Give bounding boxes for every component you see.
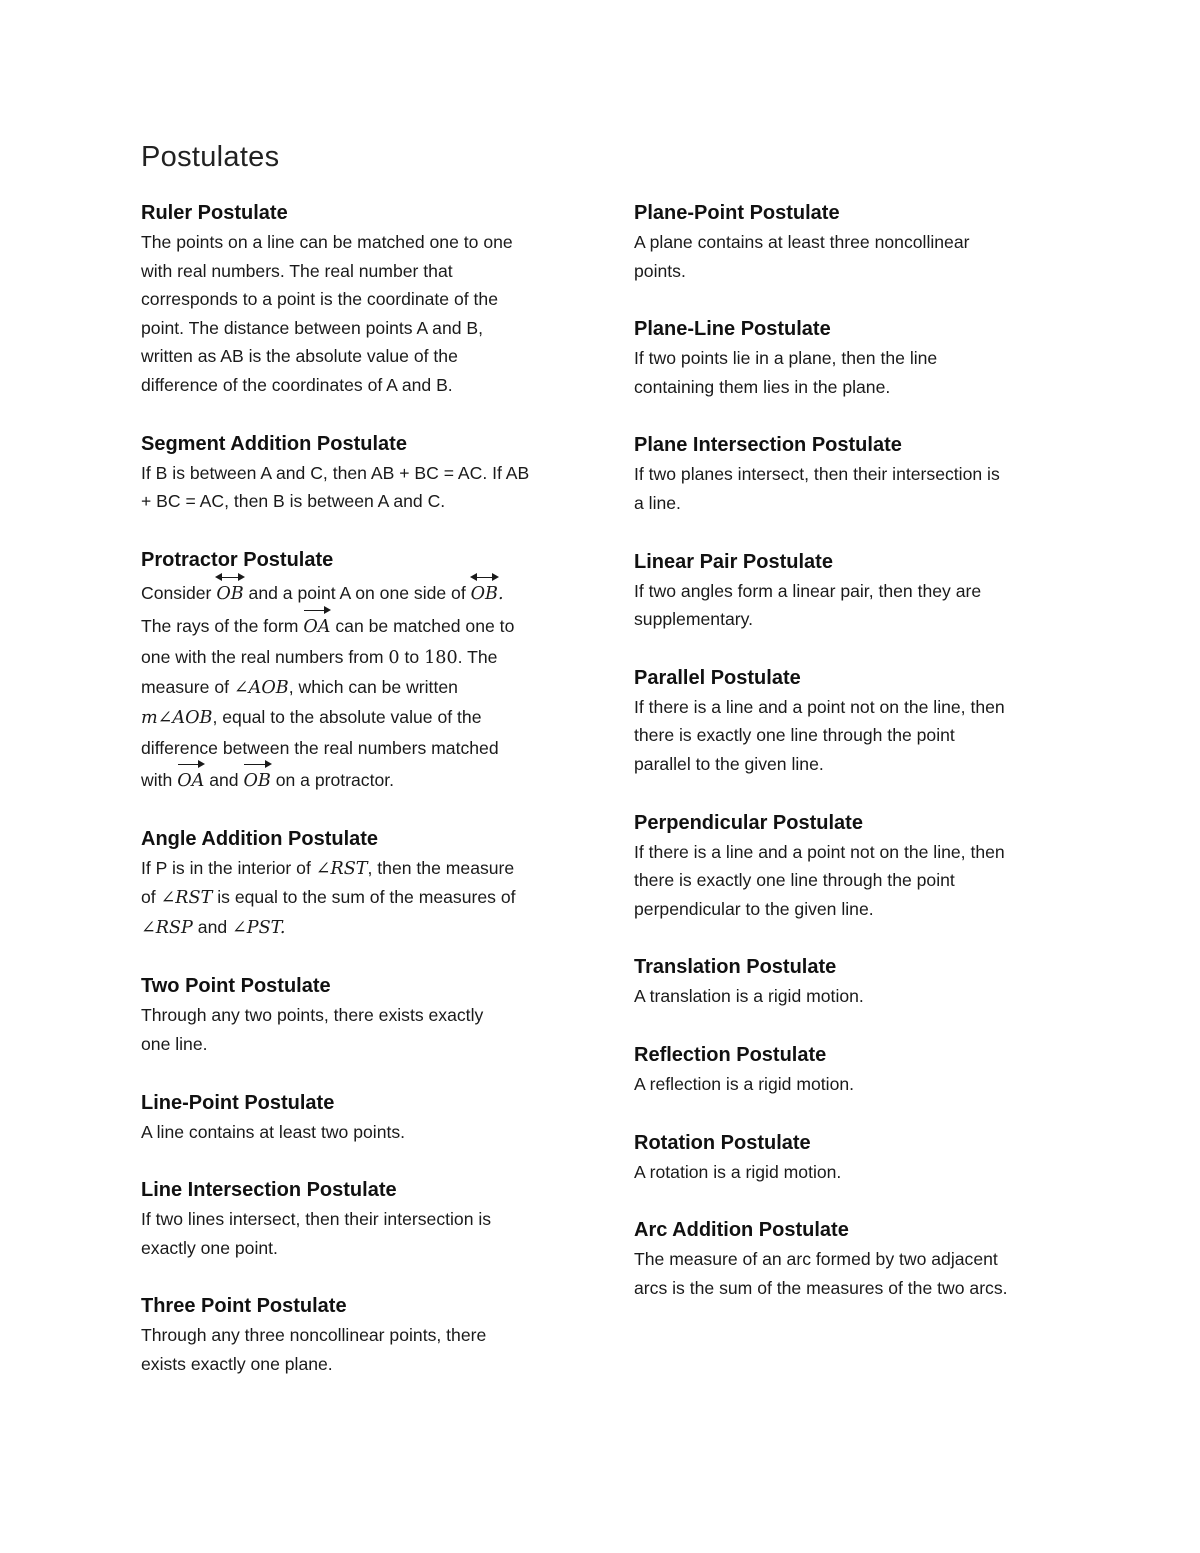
plane-point-title: Plane-Point Postulate [634, 202, 840, 224]
angle-addition-text [141, 854, 581, 943]
segment-line-2: + BC = AC, then B is between A and C. [141, 491, 446, 512]
three-point-text [141, 1321, 581, 1378]
two-point-postulate [141, 971, 581, 1058]
rotation-text [634, 1158, 1074, 1187]
perpendicular-line-3: perpendicular to the given line. [634, 898, 874, 919]
two-point-line-1: Through any two points, there exists exactly [141, 1005, 484, 1026]
protractor-line-4: measure of ∠AOB, which can be written [141, 676, 458, 698]
angle-line-1: If P is in the interior of ∠RST, then the measure [141, 857, 515, 879]
segment-addition-postulate [141, 429, 581, 516]
plane-intersection-title: Plane Intersection Postulate [634, 434, 902, 457]
reflection-title: Reflection Postulate [634, 1043, 827, 1066]
protractor-line-6: difference between the real numbers matched [141, 737, 499, 758]
plane-intersection-text [634, 460, 1074, 517]
rotation-postulate [634, 1128, 1074, 1187]
angle-pst: ∠PST [232, 917, 280, 938]
angle-rsp: ∠RSP [141, 917, 193, 938]
ruler-postulate-title: Ruler Postulate [141, 202, 288, 224]
parallel-line-1: If there is a line and a point not on the line, then [634, 696, 1005, 717]
ray-ob-symbol: OB [243, 767, 270, 796]
line-point-line-1: A line contains at least two points. [141, 1121, 406, 1142]
left-column [141, 198, 581, 1379]
line-point-text [141, 1118, 581, 1147]
plane-intersection-line-1: If two planes intersect, then their intersection is [634, 464, 1000, 485]
line-intersection-line-2: exactly one point. [141, 1237, 278, 1258]
plane-intersection-line-2: a line. [634, 492, 681, 513]
protractor-line-2: The rays of the form OA can be matched one to [141, 609, 581, 642]
ruler-line-4: point. The distance between points A and B, [141, 317, 484, 338]
three-point-postulate [141, 1291, 581, 1378]
protractor-line-5: m∠AOB, equal to the absolute value of the [141, 707, 482, 729]
two-point-line-2: one line. [141, 1033, 208, 1054]
parallel-postulate [634, 663, 1074, 779]
parallel-text [634, 693, 1074, 779]
arc-line-1: The measure of an arc formed by two adjacent [634, 1249, 998, 1270]
ruler-postulate-text [141, 228, 581, 400]
plane-intersection-postulate [634, 430, 1074, 517]
ray-oa-symbol: OA [303, 613, 330, 642]
protractor-text [141, 575, 581, 797]
translation-text [634, 982, 1074, 1011]
reflection-postulate [634, 1040, 1074, 1099]
arc-addition-postulate [634, 1215, 1074, 1302]
plane-line-title: Plane-Line Postulate [634, 318, 831, 341]
line-intersection-text [141, 1205, 581, 1262]
segment-addition-text [141, 459, 581, 516]
arc-addition-text [634, 1245, 1074, 1302]
perpendicular-title: Perpendicular Postulate [634, 811, 863, 834]
two-point-text [141, 1001, 581, 1058]
linear-pair-title: Linear Pair Postulate [634, 550, 833, 573]
plane-point-line-2: points. [634, 260, 686, 281]
angle-line-2: of ∠RST is equal to the sum of the measures of [141, 887, 516, 909]
translation-title: Translation Postulate [634, 956, 837, 979]
perpendicular-text [634, 838, 1074, 924]
line-point-postulate [141, 1088, 581, 1147]
plane-line-postulate [634, 314, 1074, 401]
ruler-line-6: difference of the coordinates of A and B. [141, 374, 453, 395]
ruler-postulate [141, 198, 581, 400]
angle-rst-2: ∠RST [160, 888, 213, 909]
page-title: Postulates [141, 141, 280, 173]
plane-point-line-1: A plane contains at least three noncollinear [634, 232, 970, 252]
protractor-postulate [141, 545, 581, 797]
reflection-line-1: A reflection is a rigid motion. [634, 1073, 855, 1094]
linear-pair-postulate [634, 547, 1074, 634]
ray-oa-symbol-2: OA [177, 767, 204, 796]
protractor-title: Protractor Postulate [141, 548, 334, 571]
plane-point-postulate [634, 198, 1074, 285]
line-intersection-title: Line Intersection Postulate [141, 1179, 397, 1202]
angle-addition-postulate [141, 824, 581, 943]
parallel-title: Parallel Postulate [634, 666, 801, 689]
perpendicular-line-2: there is exactly one line through the point [634, 870, 955, 891]
translation-postulate [634, 952, 1074, 1011]
plane-line-text [634, 344, 1074, 401]
line-point-title: Line-Point Postulate [141, 1091, 335, 1114]
two-point-title: Two Point Postulate [141, 975, 331, 998]
ruler-line-3: corresponds to a point is the coordinate of the [141, 289, 498, 310]
protractor-line-3: one with the real numbers from 0 to 180. The [141, 646, 498, 668]
rotation-line-1: A rotation is a rigid motion. [634, 1161, 842, 1182]
perpendicular-line-1: If there is a line and a point not on the line, then [634, 841, 1005, 862]
linear-pair-text [634, 577, 1074, 634]
line-ob-symbol-2: OB [471, 580, 498, 609]
three-point-line-2: exists exactly one plane. [141, 1353, 333, 1374]
protractor-line-7: with OA and OB on a protractor. [141, 763, 581, 796]
ruler-line-2: with real numbers. The real number that [141, 260, 453, 281]
plane-line-line-2: containing them lies in the plane. [634, 376, 891, 397]
arc-addition-title: Arc Addition Postulate [634, 1219, 849, 1242]
angle-rst: ∠RST [315, 858, 368, 879]
measure-angle-aob: m∠AOB [141, 708, 213, 729]
angle-aob: ∠AOB [233, 677, 289, 698]
angle-addition-title: Angle Addition Postulate [141, 827, 379, 850]
protractor-line-1: Consider OB and a point A on one side of OB. [141, 575, 581, 609]
perpendicular-postulate [634, 808, 1074, 924]
line-ob-symbol: OB [216, 580, 243, 609]
arc-line-2: arcs is the sum of the measures of the two arcs. [634, 1277, 1008, 1298]
segment-addition-title: Segment Addition Postulate [141, 432, 407, 455]
linear-pair-line-1: If two angles form a linear pair, then they are [634, 580, 982, 601]
ruler-line-1: The points on a line can be matched one to one [141, 232, 513, 252]
line-intersection-line-1: If two lines intersect, then their intersection is [141, 1209, 492, 1230]
segment-line-1: If B is between A and C, then AB + BC = AC. If AB [141, 462, 530, 483]
ruler-line-5: written as AB is the absolute value of the [141, 346, 458, 367]
right-column [634, 198, 1074, 1302]
angle-line-3: ∠RSP and ∠PST. [141, 916, 286, 938]
three-point-title: Three Point Postulate [141, 1295, 347, 1318]
translation-line-1: A translation is a rigid motion. [634, 986, 864, 1007]
plane-point-text [634, 228, 1074, 285]
plane-line-line-1: If two points lie in a plane, then the line [634, 348, 938, 369]
three-point-line-1: Through any three noncollinear points, there [141, 1325, 487, 1346]
line-intersection-postulate [141, 1175, 581, 1262]
parallel-line-3: parallel to the given line. [634, 753, 824, 774]
rotation-title: Rotation Postulate [634, 1131, 811, 1154]
reflection-text [634, 1070, 1074, 1099]
parallel-line-2: there is exactly one line through the point [634, 725, 955, 746]
linear-pair-line-2: supplementary. [634, 609, 753, 630]
